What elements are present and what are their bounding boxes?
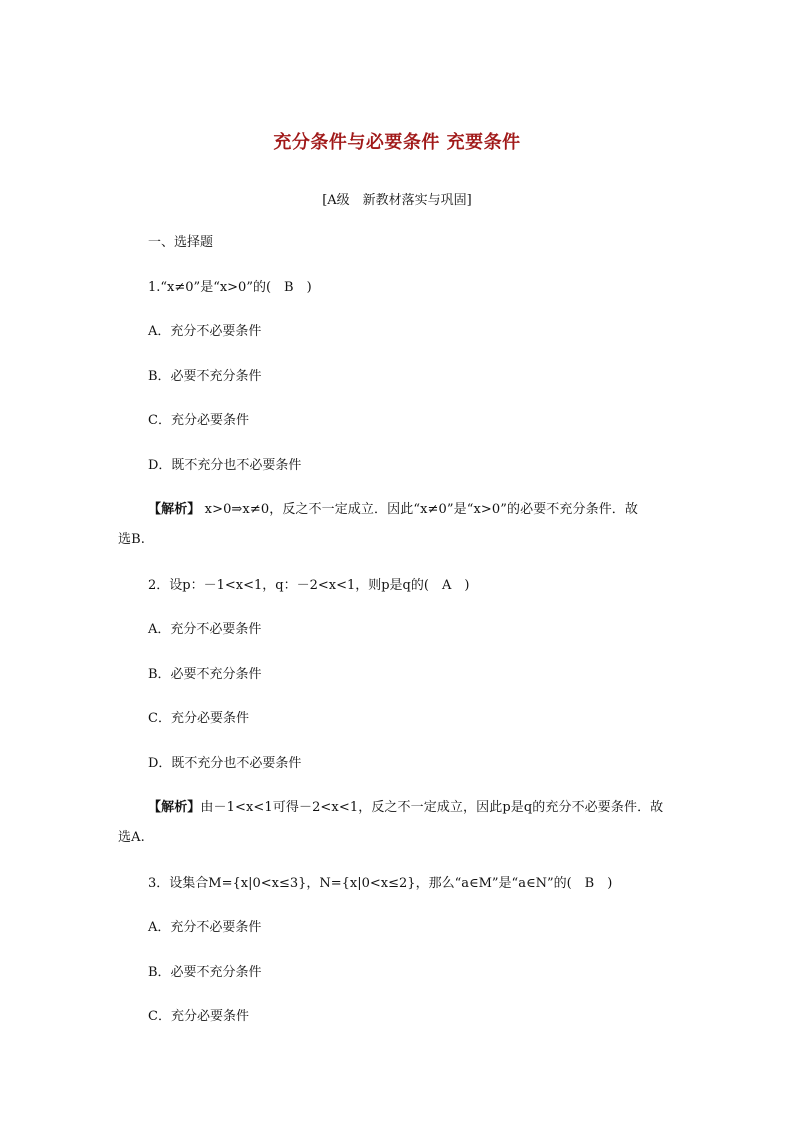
analysis-text: 由－1<x<1可得－2<x<1，反之不一定成立，因此p是q的充分不必要条件．故: [200, 800, 664, 815]
analysis-tag: 【解析】: [148, 800, 201, 815]
question-2-analysis: [118, 793, 688, 853]
question-2-stem: 2．设p：－1<x<1，q：－2<x<1，则p是q的( A ): [148, 578, 470, 593]
question-1-stem: 1.“x≠0”是“x>0”的( B ): [148, 280, 312, 295]
question-1-option-a: A．充分不必要条件: [148, 324, 262, 339]
page-title: 充分条件与必要条件 充要条件: [273, 132, 521, 153]
question-1-option-b: B．必要不充分条件: [148, 369, 262, 384]
analysis-text-continued: 选A.: [118, 830, 145, 845]
question-3-option-b: B．必要不充分条件: [148, 965, 262, 980]
question-2-option-b: B．必要不充分条件: [148, 667, 262, 682]
question-2-option-c: C．充分必要条件: [148, 711, 249, 726]
question-1-option-d: D．既不充分也不必要条件: [148, 458, 302, 473]
question-3-option-a: A．充分不必要条件: [148, 920, 262, 935]
question-3-stem: 3．设集合M={x|0<x≤3}，N={x|0<x≤2}，那么“a∈M”是“a∈N”的( B ): [148, 876, 613, 891]
analysis-text: x>0⇒x≠0，反之不一定成立．因此“x≠0”是“x>0”的必要不充分条件．故: [200, 502, 638, 517]
question-1-analysis: [118, 495, 688, 555]
question-2-option-d: D．既不充分也不必要条件: [148, 756, 302, 771]
question-1-option-c: C．充分必要条件: [148, 413, 249, 428]
question-3-option-c: C．充分必要条件: [148, 1009, 249, 1024]
question-2-option-a: A．充分不必要条件: [148, 622, 262, 637]
analysis-tag: 【解析】: [148, 502, 201, 517]
level-heading: [A级 新教材落实与巩固]: [322, 193, 472, 208]
section-heading: 一、选择题: [148, 235, 214, 250]
analysis-text-continued: 选B.: [118, 532, 145, 547]
